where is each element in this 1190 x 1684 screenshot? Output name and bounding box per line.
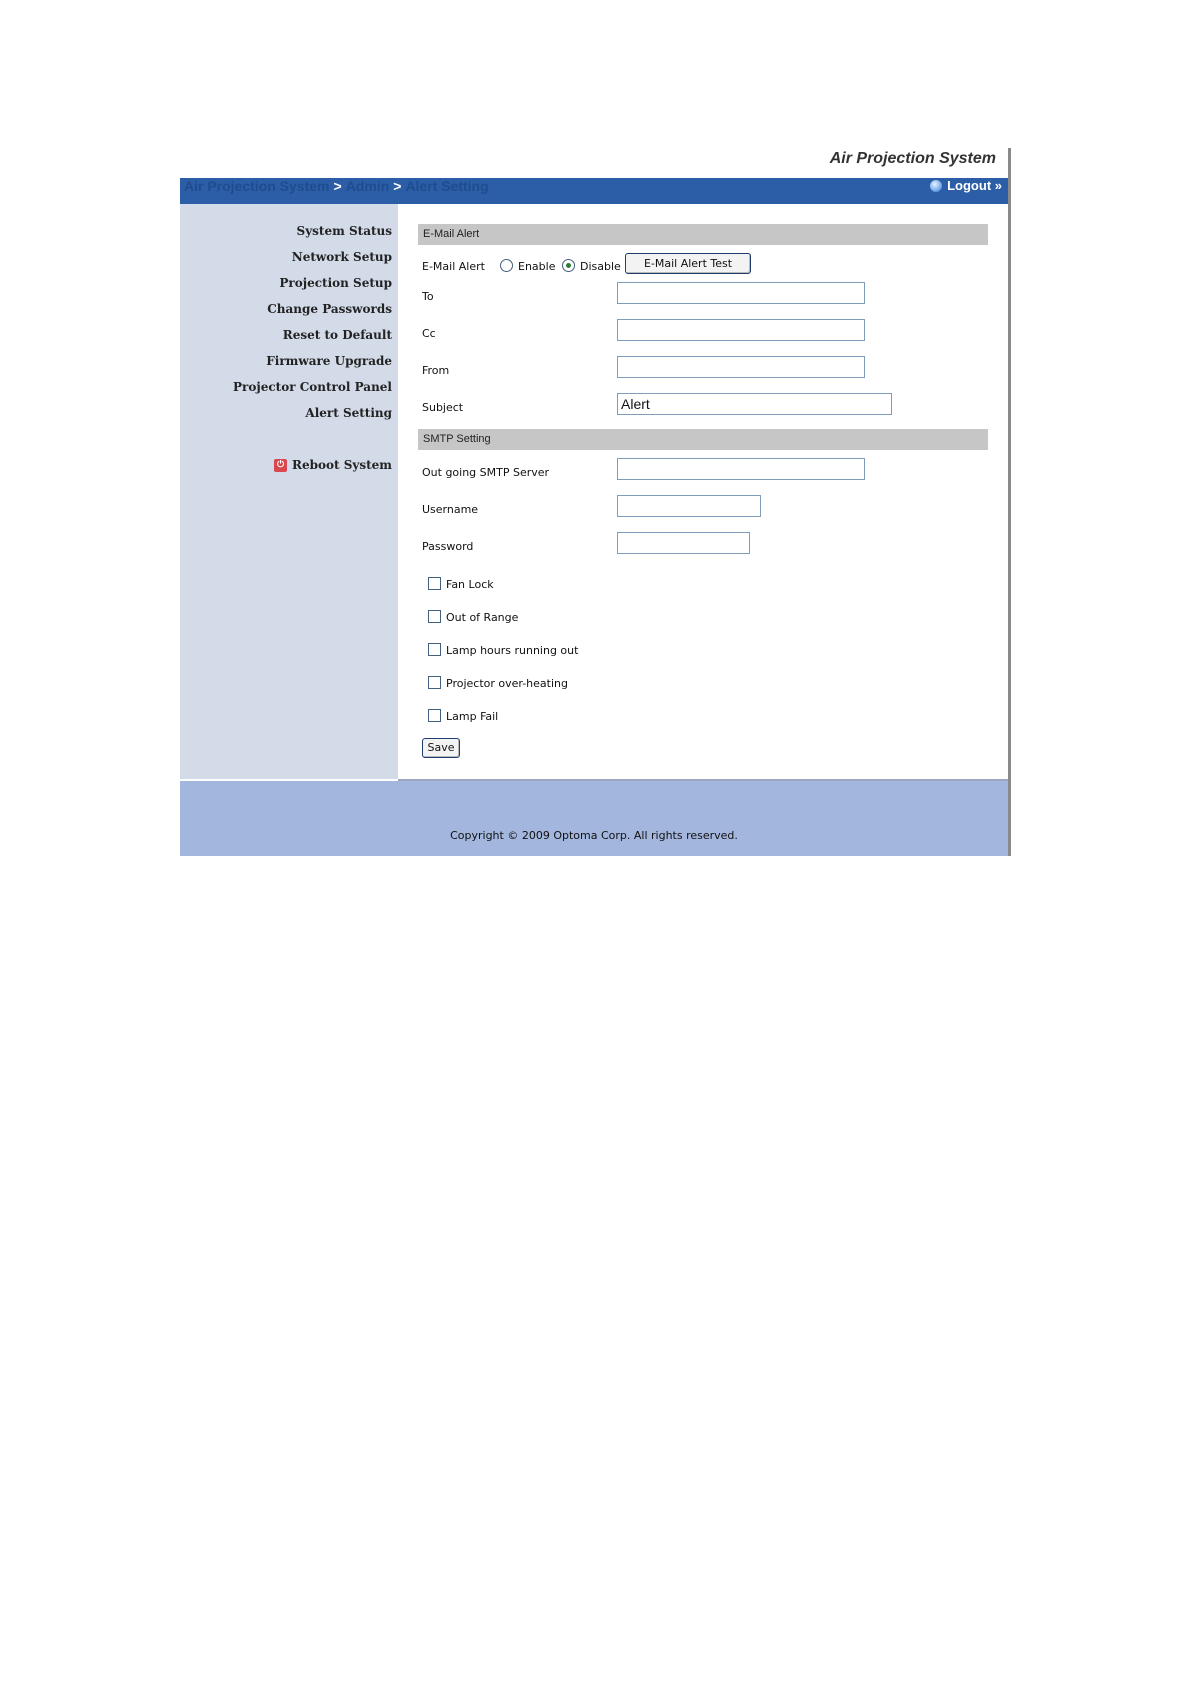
footer: [180, 781, 1008, 856]
username-field[interactable]: [617, 495, 761, 517]
save-button[interactable]: Save: [422, 738, 460, 758]
sidebar: [180, 204, 398, 779]
subject-field[interactable]: Alert: [617, 393, 892, 415]
username-label: Username: [422, 503, 479, 516]
projector-overheating-label: Projector over-heating: [446, 677, 568, 690]
top-bar: [180, 178, 1008, 204]
disable-radio[interactable]: [562, 259, 575, 272]
breadcrumb-current: Alert Setting: [405, 178, 489, 194]
subject-label: Subject: [422, 401, 464, 414]
app-window: [180, 148, 1010, 856]
logout-link[interactable]: [930, 178, 1002, 193]
power-icon: ⏻: [274, 459, 287, 472]
to-label: To: [422, 290, 434, 303]
brand-title: Air Projection System: [829, 150, 996, 167]
enable-label: Enable: [518, 260, 556, 273]
sidebar-item-change-passwords[interactable]: Change Passwords: [267, 302, 392, 316]
enable-radio[interactable]: [500, 259, 513, 272]
sidebar-item-firmware-upgrade[interactable]: Firmware Upgrade: [266, 354, 392, 368]
cc-field[interactable]: [617, 319, 865, 341]
breadcrumb: [184, 178, 489, 194]
lamp-fail-label: Lamp Fail: [446, 710, 499, 723]
sidebar-item-projection-setup[interactable]: Projection Setup: [279, 276, 392, 290]
cc-label: Cc: [422, 327, 436, 340]
breadcrumb-home[interactable]: Air Projection System: [184, 178, 330, 194]
smtp-server-field[interactable]: [617, 458, 865, 480]
breadcrumb-admin[interactable]: Admin: [345, 178, 390, 194]
password-label: Password: [422, 540, 474, 553]
email-alert-label: E-Mail Alert: [422, 260, 485, 273]
fan-lock-checkbox[interactable]: [428, 577, 441, 590]
password-field[interactable]: [617, 532, 750, 554]
globe-icon: [930, 180, 942, 192]
to-field[interactable]: [617, 282, 865, 304]
sidebar-item-reset-to-default[interactable]: Reset to Default: [282, 328, 392, 342]
from-field[interactable]: [617, 356, 865, 378]
reboot-system-link[interactable]: [274, 458, 392, 472]
sidebar-item-system-status[interactable]: System Status: [296, 224, 392, 238]
lamp-fail-checkbox[interactable]: [428, 709, 441, 722]
projector-overheating-checkbox[interactable]: [428, 676, 441, 689]
disable-label: Disable: [580, 260, 621, 273]
copyright-text: Copyright © 2009 Optoma Corp. All rights reserved.: [450, 829, 738, 842]
smtp-server-label: Out going SMTP Server: [422, 466, 550, 479]
breadcrumb-separator: >: [333, 178, 342, 194]
sidebar-item-projector-control-panel[interactable]: Projector Control Panel: [233, 380, 392, 394]
fan-lock-label: Fan Lock: [446, 578, 494, 591]
email-alert-section-header: E-Mail Alert: [418, 224, 988, 245]
sidebar-item-network-setup[interactable]: Network Setup: [291, 250, 392, 264]
sidebar-item-alert-setting[interactable]: Alert Setting: [305, 406, 392, 420]
out-of-range-checkbox[interactable]: [428, 610, 441, 623]
reboot-label: Reboot System: [292, 458, 392, 472]
breadcrumb-separator: >: [393, 178, 402, 194]
email-alert-test-button[interactable]: E-Mail Alert Test: [625, 253, 751, 274]
main-content: [398, 204, 1008, 779]
lamp-hours-label: Lamp hours running out: [446, 644, 579, 657]
lamp-hours-checkbox[interactable]: [428, 643, 441, 656]
smtp-section-header: SMTP Setting: [418, 429, 988, 450]
logout-label: Logout »: [947, 178, 1002, 193]
out-of-range-label: Out of Range: [446, 611, 519, 624]
from-label: From: [422, 364, 450, 377]
